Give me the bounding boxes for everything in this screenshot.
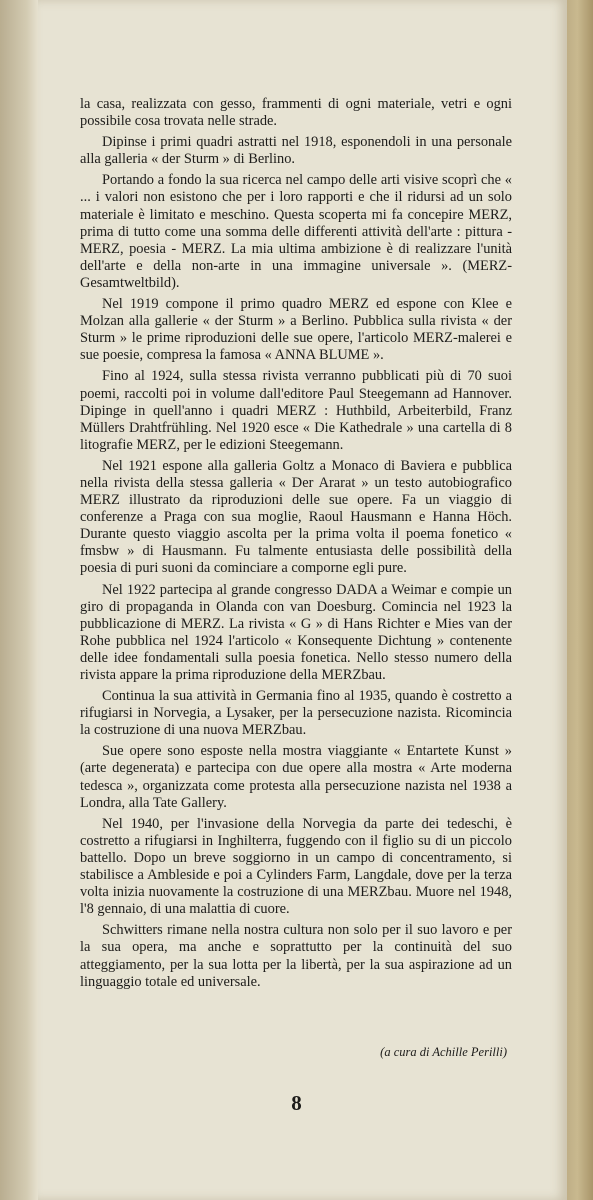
paragraph: Schwitters rimane nella nostra cultura non solo per il suo lavoro e per la sua opera, ma anche e soprattutto per la continuità del suo atteggiamento, per la sua lotta per la libertà, per la sua aspirazione ad un linguaggio totale ed universale.: [80, 922, 512, 990]
paragraph: Portando a fondo la sua ricerca nel campo delle arti visive scoprì che « ... i valori non esistono che per i loro rapporti e che il ridursi ad un solo materiale è limitato e meschino. Questa scoperta mi fa concepire MERZ, prima di tutto come una somma delle differenti attività dell'arte : pittura - MERZ, poesia - MERZ. La mia ultima ambizione è di realizzare l'unità dell'arte e della non-arte in una immagine universale ». (MERZ-Gesamtweltbild).: [80, 172, 512, 291]
paragraph: Nel 1940, per l'invasione della Norvegia da parte dei tedeschi, è costretto a rifugiarsi in Inghilterra, fuggendo con il figlio su di un piccolo battello. Dopo un breve soggiorno in un campo di concentramento, si stabilisce a Ambleside e poi a Cylinders Farm, Langdale, dove per la terza volta inizia nuovamente la costruzione di una MERZbau. Muore nel 1948, l'8 gennaio, di una malattia di cuore.: [80, 815, 512, 918]
paragraph: Nel 1922 partecipa al grande congresso DADA a Weimar e compie un giro di propaganda in Olanda con van Doesburg. Comincia nel 1923 la pubblicazione di MERZ. La rivista « G » di Hans Richter e Mies van der Rohe pubblica nel 1924 l'articolo « Konsequente Dichtung » contenente delle idee fondamentali sulla poesia fonetica. Nello stesso numero della rivista appare la prima riproduzione della MERZbau.: [80, 581, 512, 683]
paragraph: Dipinse i primi quadri astratti nel 1918, esponendoli in una personale alla galleria « der Sturm » di Berlino.: [80, 134, 512, 168]
paragraph: Continua la sua attività in Germania fino al 1935, quando è costretto a rifugiarsi in Norvegia, a Lysaker, per la persecuzione nazista. Ricomincia la costruzione di una nuova MERZbau.: [80, 688, 512, 739]
binding-edge: [0, 0, 38, 1200]
paragraph: Sue opere sono esposte nella mostra viaggiante « Entartete Kunst » (arte degenerata) e partecipa con due opere alla mostra « Arte moderna tedesca », organizzata come protesta alla persecuzione nazista nel 1938 a Londra, alla Tate Gallery.: [80, 743, 512, 811]
paragraph: Nel 1919 compone il primo quadro MERZ ed espone con Klee e Molzan alla gallerie « der Sturm » a Berlino. Pubblica sulla rivista « der Sturm » le prime riproduzioni delle sue opere, l'articolo MERZ-malerei e sue poesie, compresa la famosa « ANNA BLUME ».: [80, 296, 512, 364]
page-edge: [567, 0, 593, 1200]
page-number: 8: [291, 1091, 302, 1115]
body-text: [80, 96, 512, 995]
paragraph: Fino al 1924, sulla stessa rivista verranno pubblicati più di 70 suoi poemi, raccolti poi in volume dall'editore Paul Steegemann ad Hannover. Dipinge in quell'anno i quadri MERZ : Huthbild, Arbeiterbild, Franz Müllers Drahtfrühling. Nel 1920 esce « Die Kathedrale » una cartella di 8 litografie MERZ, per le edizioni Steegemann.: [80, 368, 512, 453]
author-credit: (a cura di Achille Perilli): [380, 1045, 507, 1059]
paragraph: la casa, realizzata con gesso, frammenti di ogni materiale, vetri e ogni possibile cosa trovata nelle strade.: [80, 96, 512, 130]
paragraph: Nel 1921 espone alla galleria Goltz a Monaco di Baviera e pubblica nella rivista della stessa galleria « Der Ararat » un testo autobiografico MERZ illustrato da riproduzioni delle sue opere. Fa un viaggio di conferenze a Praga con sua moglie, Raoul Hausmann e Hanna Höch. Durante questo viaggio ascolta per la prima volta il poema fonetico « fmsbw » di Hausmann. Fu talmente entusiasta delle possibilità della poesia di puri suoni da cominciare a comporne egli pure.: [80, 457, 512, 577]
